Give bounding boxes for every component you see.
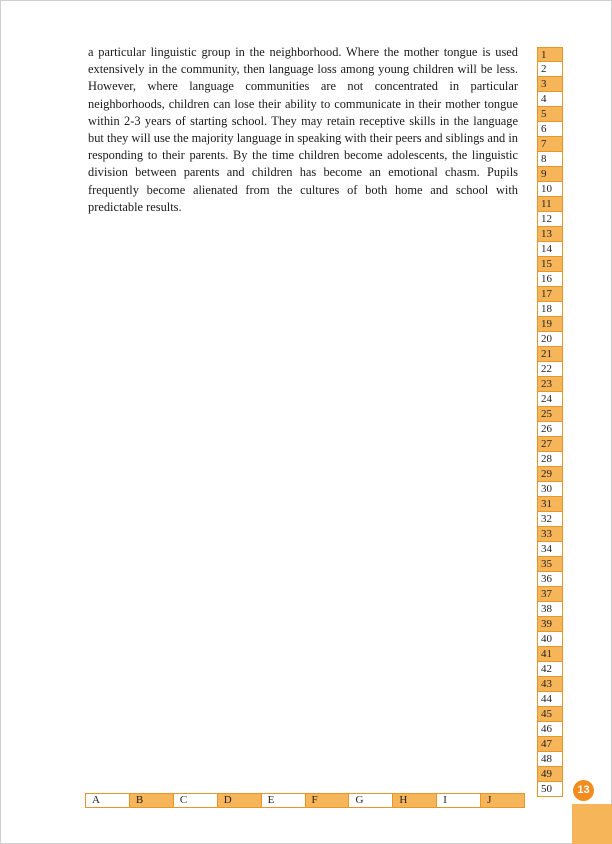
line-number: 45 xyxy=(537,707,563,722)
column-letter-row xyxy=(85,793,525,808)
column-letter: G xyxy=(349,793,393,808)
line-number: 33 xyxy=(537,527,563,542)
line-number: 31 xyxy=(537,497,563,512)
line-number: 18 xyxy=(537,302,563,317)
line-number: 10 xyxy=(537,182,563,197)
page-number-badge: 13 xyxy=(573,780,594,801)
line-number: 2 xyxy=(537,62,563,77)
line-number: 35 xyxy=(537,557,563,572)
line-number: 7 xyxy=(537,137,563,152)
line-number: 8 xyxy=(537,152,563,167)
line-number: 44 xyxy=(537,692,563,707)
line-number: 16 xyxy=(537,272,563,287)
line-number: 49 xyxy=(537,767,563,782)
line-number: 21 xyxy=(537,347,563,362)
line-number: 38 xyxy=(537,602,563,617)
line-number: 5 xyxy=(537,107,563,122)
line-number: 15 xyxy=(537,257,563,272)
line-number: 14 xyxy=(537,242,563,257)
line-number: 32 xyxy=(537,512,563,527)
line-number: 50 xyxy=(537,782,563,797)
line-number: 27 xyxy=(537,437,563,452)
line-number: 30 xyxy=(537,482,563,497)
line-number: 36 xyxy=(537,572,563,587)
line-number: 25 xyxy=(537,407,563,422)
line-number: 1 xyxy=(537,47,563,62)
line-number: 43 xyxy=(537,677,563,692)
line-number: 46 xyxy=(537,722,563,737)
line-number: 13 xyxy=(537,227,563,242)
column-letter: B xyxy=(130,793,174,808)
column-letter: H xyxy=(393,793,437,808)
line-number: 9 xyxy=(537,167,563,182)
column-letter: D xyxy=(218,793,262,808)
line-number: 23 xyxy=(537,377,563,392)
body-paragraph: a particular linguistic group in the neighborhood. Where the mother tongue is used extensively in the community, then language loss among young children will be less. However, where language communities are not concentrated in particular neighborhoods, children can lose their ability to communicate in their mother tongue within 2-3 years of starting school. They may retain receptive skills in the language but they will use the majority language in speaking with their peers and siblings and in responding to their parents. By the time children become adolescents, the linguistic division between parents and children has become an emotional chasm. Pupils frequently become alienated from the cultures of both home and school with predictable results. xyxy=(88,45,518,214)
line-number-column xyxy=(537,47,563,797)
line-number: 19 xyxy=(537,317,563,332)
line-number: 47 xyxy=(537,737,563,752)
column-letter: I xyxy=(437,793,481,808)
line-number: 26 xyxy=(537,422,563,437)
line-number: 48 xyxy=(537,752,563,767)
line-number: 4 xyxy=(537,92,563,107)
line-number: 34 xyxy=(537,542,563,557)
line-number: 29 xyxy=(537,467,563,482)
line-number: 3 xyxy=(537,77,563,92)
line-number: 20 xyxy=(537,332,563,347)
corner-tab xyxy=(572,804,612,844)
line-number: 41 xyxy=(537,647,563,662)
column-letter: E xyxy=(262,793,306,808)
column-letter: A xyxy=(85,793,130,808)
line-number: 37 xyxy=(537,587,563,602)
line-number: 40 xyxy=(537,632,563,647)
line-number: 39 xyxy=(537,617,563,632)
line-number: 42 xyxy=(537,662,563,677)
line-number: 22 xyxy=(537,362,563,377)
line-number: 12 xyxy=(537,212,563,227)
line-number: 17 xyxy=(537,287,563,302)
column-letter: J xyxy=(481,793,525,808)
line-number: 28 xyxy=(537,452,563,467)
line-number: 6 xyxy=(537,122,563,137)
line-number: 24 xyxy=(537,392,563,407)
line-number: 11 xyxy=(537,197,563,212)
column-letter: C xyxy=(174,793,218,808)
column-letter: F xyxy=(306,793,350,808)
